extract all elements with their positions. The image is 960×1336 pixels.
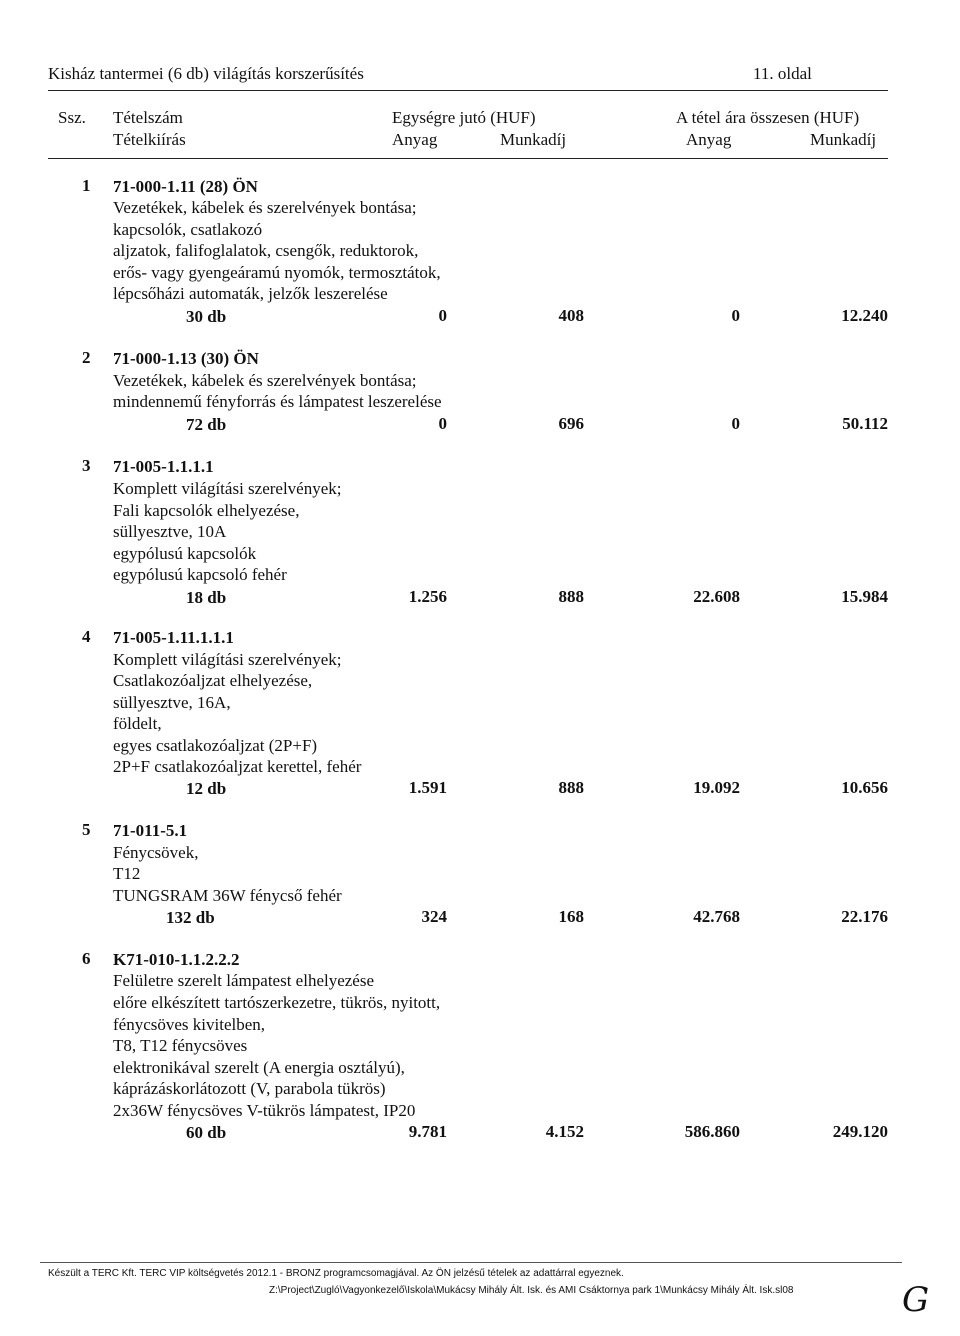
item-quantity: 12 db [186, 779, 227, 798]
item-number: 1 [82, 176, 91, 195]
item-desc-line: T8, T12 fénycsöves [113, 1036, 248, 1055]
total-munkadij-value: 22.176 [841, 907, 888, 926]
unit-munkadij-value: 696 [558, 414, 584, 433]
col-total-munkadij: Munkadíj [810, 130, 877, 149]
total-anyag-value: 0 [731, 414, 740, 433]
footer-rule [40, 1262, 902, 1263]
unit-anyag-value: 324 [421, 907, 447, 926]
item-number: 4 [82, 627, 91, 646]
col-tetelkiiras: Tételkiírás [113, 130, 186, 149]
item-desc-line: mindennemű fényforrás és lámpatest leszerelése [113, 392, 442, 411]
item-desc-line: Vezetékek, kábelek és szerelvények bontása; [113, 371, 417, 390]
item-desc-line: Komplett világítási szerelvények; [113, 650, 342, 669]
item-desc-line: Fali kapcsolók elhelyezése, [113, 501, 300, 520]
footer-generator-note: Készült a TERC Kft. TERC VIP költségvetés 2012.1 - BRONZ programcsomagjával. Az ÖN jelzésű tételek az adattárral egyeznek. [48, 1268, 624, 1279]
item-number: 5 [82, 820, 91, 839]
total-munkadij-value: 15.984 [841, 587, 888, 606]
col-unit-group: Egységre jutó (HUF) [392, 108, 536, 127]
total-munkadij-value: 249.120 [832, 1122, 888, 1141]
item-desc-line: Csatlakozóaljzat elhelyezése, [113, 671, 313, 690]
col-unit-anyag: Anyag [392, 130, 438, 149]
item-desc-line: T12 [113, 864, 141, 883]
item-desc-line: aljzatok, falifoglalatok, csengők, reduktorok, [113, 241, 419, 260]
item-quantity: 30 db [186, 307, 227, 326]
unit-anyag-value: 1.591 [408, 778, 447, 797]
unit-munkadij-value: 888 [558, 587, 584, 606]
item-desc-line: süllyesztve, 16A, [113, 693, 231, 712]
item-code: K71-010-1.1.2.2.2 [113, 950, 240, 969]
total-munkadij-value: 10.656 [841, 778, 888, 797]
document-title: Kisház tantermei (6 db) világítás korszerűsítés [48, 64, 364, 83]
item-quantity: 60 db [186, 1123, 227, 1142]
item-number: 6 [82, 949, 91, 968]
total-anyag-value: 42.768 [693, 907, 740, 926]
footer-file-path: Z:\Project\Zugló\Vagyonkezelő\Iskola\Mukácsy Mihály Ált. Isk. és AMI Csáktornya park 1\Munkácsy Mihály Ált. Isk.sl08 [269, 1285, 794, 1296]
col-tetelszam: Tételszám [113, 108, 183, 127]
total-anyag-value: 586.860 [684, 1122, 740, 1141]
item-desc-line: földelt, [113, 714, 162, 733]
item-desc-line: kapcsolók, csatlakozó [113, 220, 263, 239]
item-quantity: 132 db [166, 908, 215, 927]
total-anyag-value: 22.608 [693, 587, 740, 606]
item-number: 3 [82, 456, 91, 475]
unit-munkadij-value: 888 [558, 778, 584, 797]
item-desc-line: 2x36W fénycsöves V-tükrös lámpatest, IP20 [113, 1101, 416, 1120]
item-desc-line: egyes csatlakozóaljzat (2P+F) [113, 736, 318, 755]
item-desc-line: Fénycsövek, [113, 843, 199, 862]
unit-anyag-value: 9.781 [408, 1122, 447, 1141]
item-code: 71-005-1.11.1.1.1 [113, 628, 234, 647]
handwritten-initial: G [902, 1280, 930, 1320]
item-desc-line: Felületre szerelt lámpatest elhelyezése [113, 971, 375, 990]
total-anyag-value: 19.092 [693, 778, 740, 797]
item-desc-line: Vezetékek, kábelek és szerelvények bontása; [113, 198, 417, 217]
col-ssz: Ssz. [58, 108, 86, 127]
col-unit-munkadij: Munkadíj [500, 130, 567, 149]
unit-munkadij-value: 408 [558, 306, 584, 325]
item-desc-line: lépcsőházi automaták, jelzők leszerelése [113, 284, 388, 303]
col-total-anyag: Anyag [686, 130, 732, 149]
header-rule-top [48, 90, 888, 91]
unit-anyag-value: 1.256 [408, 587, 447, 606]
item-quantity: 72 db [186, 415, 227, 434]
item-code: 71-000-1.13 (30) ÖN [113, 349, 259, 368]
item-desc-line: süllyesztve, 10A [113, 522, 227, 541]
item-code: 71-011-5.1 [113, 821, 188, 840]
item-quantity: 18 db [186, 588, 227, 607]
unit-munkadij-value: 168 [558, 907, 584, 926]
page-number: 11. oldal [753, 64, 812, 83]
total-munkadij-value: 12.240 [841, 306, 888, 325]
item-desc-line: fénycsöves kivitelben, [113, 1015, 266, 1034]
item-number: 2 [82, 348, 91, 367]
item-desc-line: elektronikával szerelt (A energia osztályú), [113, 1058, 405, 1077]
unit-anyag-value: 0 [438, 306, 447, 325]
item-desc-line: TUNGSRAM 36W fénycső fehér [113, 886, 342, 905]
header-rule-bottom [48, 158, 888, 159]
item-desc-line: erős- vagy gyengeáramú nyomók, termosztátok, [113, 263, 441, 282]
item-desc-line: Komplett világítási szerelvények; [113, 479, 342, 498]
unit-anyag-value: 0 [438, 414, 447, 433]
item-desc-line: káprázáskorlátozott (V, parabola tükrös) [113, 1079, 386, 1098]
item-code: 71-000-1.11 (28) ÖN [113, 177, 258, 196]
unit-munkadij-value: 4.152 [545, 1122, 584, 1141]
item-desc-line: előre elkészített tartószerkezetre, tükrös, nyitott, [113, 993, 441, 1012]
total-munkadij-value: 50.112 [842, 414, 888, 433]
col-total-group: A tétel ára összesen (HUF) [676, 108, 860, 127]
total-anyag-value: 0 [731, 306, 740, 325]
item-desc-line: egypólusú kapcsolók [113, 544, 257, 563]
item-desc-line: egypólusú kapcsoló fehér [113, 565, 287, 584]
item-code: 71-005-1.1.1.1 [113, 457, 214, 476]
item-desc-line: 2P+F csatlakozóaljzat kerettel, fehér [113, 757, 362, 776]
